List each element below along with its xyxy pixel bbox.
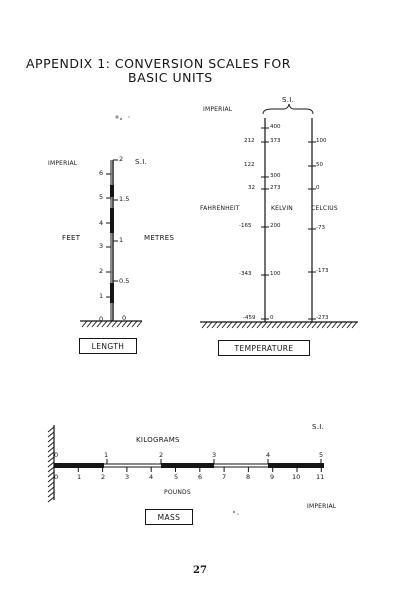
page-title-line1: APPENDIX 1: CONVERSION SCALES FOR (26, 56, 291, 71)
wall-hatch (48, 427, 54, 432)
fahrenheit-value: -459 (243, 315, 256, 321)
wall-hatch (48, 497, 54, 502)
ground-hatch (212, 322, 217, 328)
ground-hatch (247, 322, 252, 328)
lb-tick-label: 1 (77, 473, 82, 481)
ground-hatch (267, 322, 272, 328)
wall-hatch (48, 442, 54, 447)
wall-hatch (48, 487, 54, 492)
kg-tick-label: 0 (54, 451, 59, 459)
lb-tick-label: 6 (198, 473, 203, 481)
kelvin-label: KELVIN (271, 205, 293, 212)
lb-tick-label: 3 (125, 473, 130, 481)
pounds-label: POUNDS (164, 489, 191, 496)
celsius-value: 50 (316, 162, 323, 168)
celsius-label: CELCIUS (311, 205, 338, 212)
mass-caption-box: MASS (145, 509, 193, 525)
page-title-line2: BASIC UNITS (128, 70, 213, 85)
feet-tick-label: 0 (99, 315, 104, 323)
metre-tick-label: 0 (122, 314, 127, 322)
metre-tick-label: 1.5 (119, 195, 130, 203)
ground-hatch (112, 321, 117, 327)
ground-hatch (347, 322, 352, 328)
kelvin-value: 373 (270, 138, 281, 144)
ground-hatch (282, 322, 287, 328)
feet-tick-label: 6 (99, 169, 104, 177)
ground-hatch (302, 322, 307, 328)
lb-tick-label: 5 (174, 473, 179, 481)
ground-hatch (227, 322, 232, 328)
ground-hatch (222, 322, 227, 328)
length-scale (80, 160, 142, 327)
ground-hatch (137, 321, 142, 327)
kilograms-label: KILOGRAMS (136, 436, 180, 444)
ground-hatch (252, 322, 257, 328)
fahrenheit-value: 212 (244, 138, 255, 144)
kg-tick-label: 3 (212, 451, 217, 459)
ground-hatch (352, 322, 357, 328)
lb-tick-label: 11 (316, 473, 325, 481)
mass-si-label: S.I. (312, 423, 325, 431)
kg-tick-label: 5 (319, 451, 324, 459)
kg-tick-label: 1 (104, 451, 109, 459)
ground-hatch (307, 322, 312, 328)
ground-hatch (317, 322, 322, 328)
ground-hatch (312, 322, 317, 328)
ground-hatch (322, 322, 327, 328)
fahrenheit-value: -343 (239, 271, 252, 277)
length-caption-box: LENGTH (79, 338, 137, 354)
temperature-si-label: S.I. (282, 96, 295, 104)
celsius-value: -173 (316, 268, 329, 274)
metre-tick-label: 1 (119, 236, 124, 244)
celsius-value: -73 (316, 225, 325, 231)
ground-hatch (82, 321, 87, 327)
feet-tick-label: 5 (99, 193, 104, 201)
lb-tick-label: 2 (101, 473, 106, 481)
ground-hatch (327, 322, 332, 328)
ground-hatch (342, 322, 347, 328)
ground-hatch (232, 322, 237, 328)
ground-hatch (87, 321, 92, 327)
feet-tick-label: 3 (99, 242, 104, 250)
kelvin-value: 273 (270, 185, 281, 191)
metre-tick-label: 2 (119, 155, 124, 163)
ground-hatch (287, 322, 292, 328)
length-si-label: S.I. (135, 158, 148, 166)
wall-hatch (48, 437, 54, 442)
celsius-value: 0 (316, 185, 320, 191)
ground-hatch (297, 322, 302, 328)
ground-hatch (242, 322, 247, 328)
metre-tick-label: 0.5 (119, 277, 130, 285)
feet-tick-label: 2 (99, 267, 104, 275)
temperature-caption-box: TEMPERATURE (218, 340, 310, 356)
kg-tick-label: 2 (159, 451, 164, 459)
ground-hatch (292, 322, 297, 328)
length-feet-label: FEET (62, 234, 81, 242)
lb-tick-label: 4 (149, 473, 154, 481)
kg-tick-label: 4 (266, 451, 271, 459)
kelvin-value: 400 (270, 124, 281, 130)
temperature-imperial-label: IMPERIAL (203, 106, 233, 113)
length-imperial-label: IMPERIAL (48, 160, 78, 167)
ground-hatch (272, 322, 277, 328)
ground-hatch (217, 322, 222, 328)
page-number: 27 (193, 565, 207, 576)
wall-hatch (48, 432, 54, 437)
kelvin-value: 100 (270, 271, 281, 277)
celsius-value: 100 (316, 138, 327, 144)
mass-imperial-label: IMPERIAL (307, 503, 337, 510)
ground-hatch (127, 321, 132, 327)
lb-tick-label: 0 (54, 473, 59, 481)
ground-hatch (202, 322, 207, 328)
feet-tick-label: 4 (99, 219, 104, 227)
ground-hatch (337, 322, 342, 328)
kelvin-value: 0 (270, 315, 274, 321)
wall-hatch (48, 492, 54, 497)
lb-tick-label: 8 (246, 473, 251, 481)
ground-hatch (262, 322, 267, 328)
ground-hatch (107, 321, 112, 327)
ground-hatch (257, 322, 262, 328)
wall-hatch (48, 462, 54, 467)
feet-tick-label: 1 (99, 292, 104, 300)
ground-hatch (207, 322, 212, 328)
ground-hatch (132, 321, 137, 327)
ground-hatch (237, 322, 242, 328)
wall-hatch (48, 467, 54, 472)
ground-hatch (277, 322, 282, 328)
lb-tick-label: 7 (222, 473, 227, 481)
length-metres-label: METRES (144, 234, 175, 242)
fahrenheit-value: 32 (248, 185, 255, 191)
fahrenheit-value: -165 (239, 223, 252, 229)
lb-tick-label: 10 (292, 473, 301, 481)
ground-hatch (332, 322, 337, 328)
kelvin-value: 300 (270, 173, 281, 179)
ground-hatch (92, 321, 97, 327)
wall-hatch (48, 482, 54, 487)
lb-tick-label: 9 (270, 473, 275, 481)
celsius-value: -273 (316, 315, 329, 321)
fahrenheit-label: FAHRENHEIT (200, 205, 240, 212)
kelvin-value: 200 (270, 223, 281, 229)
scan-specks (115, 115, 238, 514)
fahrenheit-value: 122 (244, 162, 255, 168)
